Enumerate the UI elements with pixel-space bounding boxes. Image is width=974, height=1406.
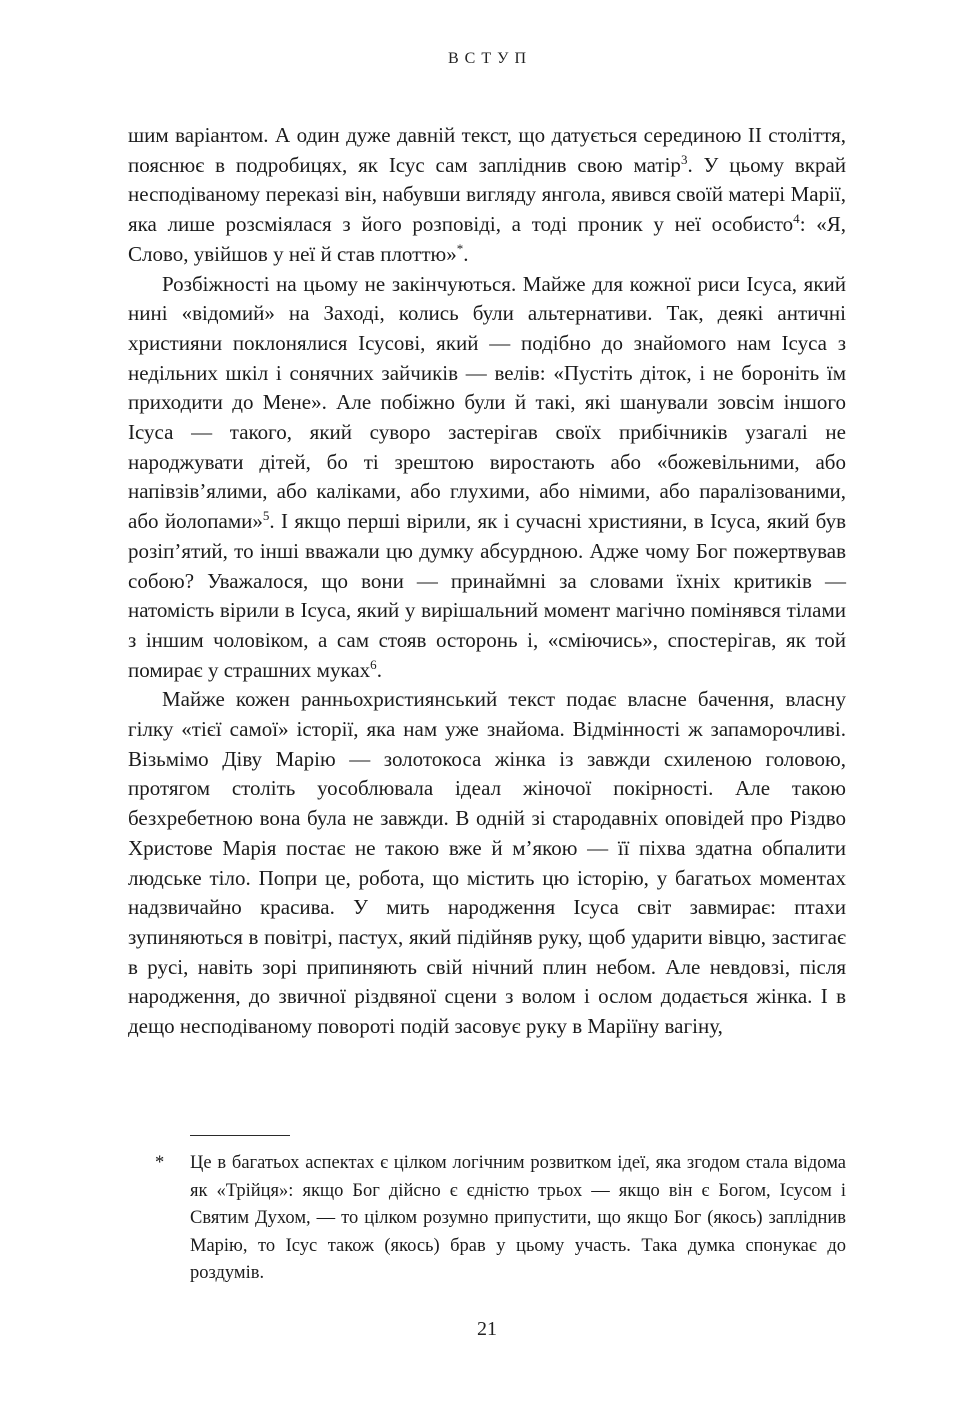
footnote-reference: * bbox=[456, 240, 464, 256]
body-text bbox=[128, 121, 846, 1042]
footnote-section bbox=[128, 1125, 846, 1288]
footnote-reference: 6 bbox=[370, 656, 377, 672]
footnote-divider bbox=[190, 1135, 290, 1136]
footnote-reference: 5 bbox=[262, 508, 270, 524]
page-number: 21 bbox=[477, 1318, 497, 1340]
footnote-text: Це в багатьох аспектах є цілком логічним розвитком ідеї, яка згодом стала відома як «Трійця»: якщо Бог дійсно є єдністю трьох — якщо він є Богом, Ісусом і Святим Духом, — то цілком розумно припустити, що якщо Бог (якось) запліднив Марію, то Ісус також (якось) брав у цьому участь. Така думка спонукає до роздумів. bbox=[190, 1153, 846, 1284]
footnote-marker: * bbox=[155, 1153, 165, 1173]
paragraph: шим варіантом. А один дуже давній текст, що датується серединою ІІ століття, пояснює в подробицях, як Ісус сам запліднив свою матір$^3$. У цьому вкрай несподіваному переказі він, набувши вигляду янгола, явився своїй матері Марії, яка лише розсміялася з його розповіді, а тоді проник у неї особисто$^4$: «Я, Слово, увійшов у неї й став плоттю»*. bbox=[128, 123, 846, 266]
footnote-reference: 3 bbox=[680, 151, 688, 167]
running-head: ВСТУП bbox=[448, 50, 532, 67]
paragraph: Розбіжності на цьому не закінчуються. Майже для кожної риси Ісуса, який нині «відомий» на Заході, колись були альтернативи. Так, деякі античні християни поклонялися Ісусові, який — подібно до знайомого нам Ісуса з недільних шкіл і сонячних зайчиків — велів: «Пустіть діток, і не бороніть їм приходити до Мене». Але побіжно були й такі, які шанували зовсім іншого Ісуса — такого, який суворо застерігав своїх прибічників узагалі не народжувати дітей, бо ті зрештою виростають або «божевільними, або напівзів’ялими, або каліками, або глухими, або німими, або паралізованими, або йолопами»$^5$. І якщо перші вірили, як і сучасні християни, в Ісуса, який був розіп’ятий, то інші вважали цю думку абсурдною. Адже чому Бог пожертвував собою? Уважалося, що вони — принаймні за словами їхніх критиків — натомість вірили в Ісуса, який у вирішальний момент магічно помінявся тілами з іншим чоловіком, а сам стояв осторонь і, «сміючись», спостерігав, як той помирає у страшних муках$^6$. bbox=[128, 271, 846, 682]
footnote-reference: 4 bbox=[793, 211, 800, 227]
paragraph: Майже кожен ранньохристиянський текст подає власне бачення, власну гілку «тієї самої» історії, яка нам уже знайома. Відмінності ж запаморочливі. Візьмімо Діву Марію — золотокоса жінка із завжди схиленою головою, протягом століть уособлювала ідеал жіночої покірності. Але такою безхребетною вона була не завжди. В одній зі стародавніх оповідей про Різдво Христове Марія постає не такою вже й м’якою — її піхва здатна обпалити людське тіло. Попри це, робота, що містить цю історію, у багатьох моментах надзвичайно красива. У мить народження Ісуса світ завмирає: птахи зупиняються в повітрі, пастух, який підійняв руку, щоб ударити вівцю, застигає в русі, навіть зорі припиняють свій нічний плин небом. Але невдовзі, після народження, до звичної різдвяної сцени з волом і ослом додається жінка. І в дещо несподіваному повороті подій засовує руку в Маріїну вагіну, bbox=[128, 687, 846, 1039]
footnote-row bbox=[155, 1150, 846, 1288]
